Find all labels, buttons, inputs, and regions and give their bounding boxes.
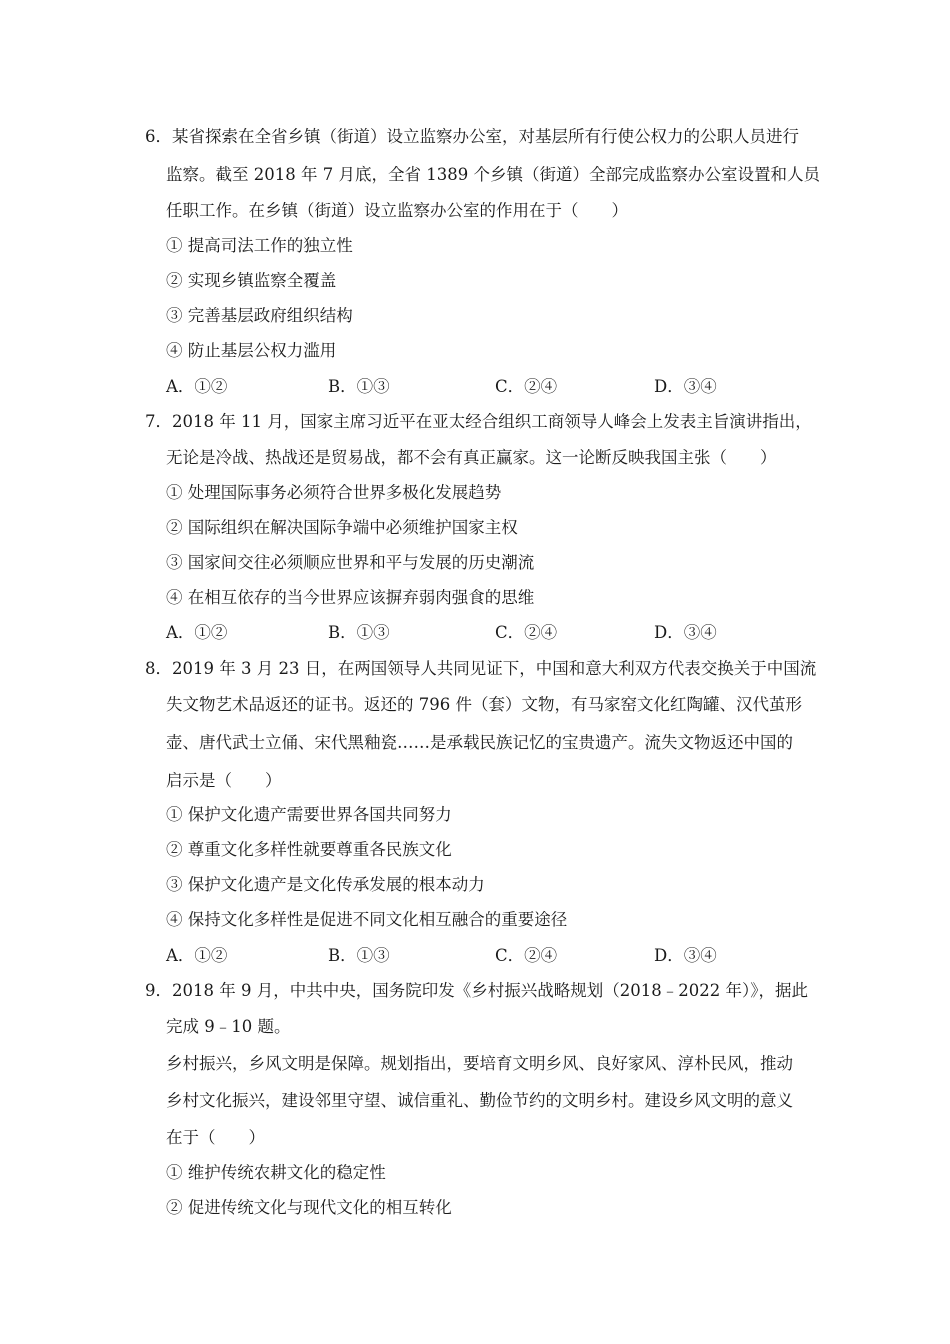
option-b: B．①③ <box>328 623 390 642</box>
question-9-line-3: 乡村振兴，乡风文明是保障。规划指出，要培育文明乡风、良好家风、淳朴民风，推动 <box>166 1054 793 1073</box>
question-6-choice-1: ① 提高司法工作的独立性 <box>166 236 353 255</box>
option-b: B．①③ <box>328 946 390 965</box>
question-8-line-4: 启示是（ ） <box>166 771 282 790</box>
question-8-line-3: 壶、唐代武士立俑、宋代黑釉瓷……是承载民族记忆的宝贵遗产。流失文物返还中国的 <box>166 733 793 752</box>
question-8-line-1: 8．2019 年 3 月 23 日，在两国领导人共同见证下，中国和意大利双方代表交换关于中国流 <box>145 659 817 678</box>
question-9-choice-2: ② 促进传统文化与现代文化的相互转化 <box>166 1198 452 1217</box>
question-6-choice-3: ③ 完善基层政府组织结构 <box>166 306 353 325</box>
option-a: A．①② <box>166 946 228 965</box>
option-d: D．③④ <box>654 946 717 965</box>
option-c: C．②④ <box>495 377 558 396</box>
question-7-options <box>166 622 826 644</box>
question-7-choice-2: ② 国际组织在解决国际争端中必须维护国家主权 <box>166 518 518 537</box>
question-7-choice-1: ① 处理国际事务必须符合世界多极化发展趋势 <box>166 483 502 502</box>
question-8-choice-1: ① 保护文化遗产需要世界各国共同努力 <box>166 805 452 824</box>
question-6-line-1: 6．某省探索在全省乡镇（街道）设立监察办公室，对基层所有行使公权力的公职人员进行 <box>145 127 799 146</box>
option-b: B．①③ <box>328 377 390 396</box>
question-8-options <box>166 945 826 967</box>
option-d: D．③④ <box>654 623 717 642</box>
question-8-line-2: 失文物艺术品返还的证书。返还的 796 件（套）文物，有马家窑文化红陶罐、汉代茧形 <box>166 695 802 714</box>
question-7-choice-3: ③ 国家间交往必须顺应世界和平与发展的历史潮流 <box>166 553 535 572</box>
question-6-choice-2: ② 实现乡镇监察全覆盖 <box>166 271 337 290</box>
question-9-line-2: 完成 9﹣10 题。 <box>166 1017 291 1036</box>
option-c: C．②④ <box>495 623 558 642</box>
question-8-choice-4: ④ 保持文化多样性是促进不同文化相互融合的重要途径 <box>166 910 568 929</box>
option-a: A．①② <box>166 377 228 396</box>
question-9-line-4: 乡村文化振兴，建设邻里守望、诚信重礼、勤俭节约的文明乡村。建设乡风文明的意义 <box>166 1091 793 1110</box>
option-a: A．①② <box>166 623 228 642</box>
question-8-choice-2: ② 尊重文化多样性就要尊重各民族文化 <box>166 840 452 859</box>
question-6-choice-4: ④ 防止基层公权力滥用 <box>166 341 337 360</box>
question-8-choice-3: ③ 保护文化遗产是文化传承发展的根本动力 <box>166 875 485 894</box>
option-c: C．②④ <box>495 946 558 965</box>
question-7-choice-4: ④ 在相互依存的当今世界应该摒弃弱肉强食的思维 <box>166 588 535 607</box>
question-7-line-2: 无论是冷战、热战还是贸易战，都不会有真正赢家。这一论断反映我国主张（ ） <box>166 448 777 467</box>
question-6-options <box>166 376 826 398</box>
option-d: D．③④ <box>654 377 717 396</box>
question-9-choice-1: ① 维护传统农耕文化的稳定性 <box>166 1163 386 1182</box>
question-6-line-3: 任职工作。在乡镇（街道）设立监察办公室的作用在于（ ） <box>166 201 628 220</box>
question-7-line-1: 7．2018 年 11 月，国家主席习近平在亚太经合组织工商领导人峰会上发表主旨演讲指出， <box>145 412 812 431</box>
question-9-line-1: 9．2018 年 9 月，中共中央，国务院印发《乡村振兴战略规划（2018﹣2022 年）》，据此 <box>145 981 808 1000</box>
question-6-line-2: 监察。截至 2018 年 7 月底，全省 1389 个乡镇（街道）全部完成监察办公室设置和人员 <box>166 165 820 184</box>
question-9-line-5: 在于（ ） <box>166 1128 265 1147</box>
